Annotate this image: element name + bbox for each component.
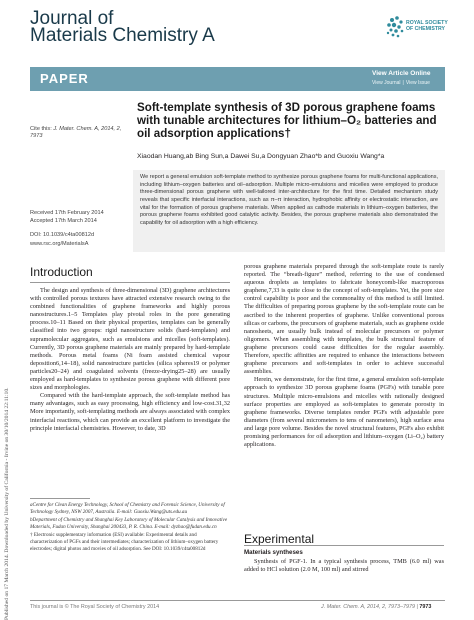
intro-paragraph-2: Compared with the hard-template approach, the soft-template method has many advantages, such as easy processing, high efficiency and low-cost.31,32 More importantly, soft-templating methods are always associated with complex interfacial reactions, which can provide an excellent platform to investigate the principle interfacial chemistries. However, to date, 3D [30,392,230,432]
rsc-logo-text [406,20,448,32]
footer-separator: | [416,604,418,610]
doi-text[interactable]: DOI: 10.1039/c4ta00812d [30,232,95,239]
footer-divider [30,600,445,601]
footnote-divider [30,498,90,499]
intro-paragraph-4: Herein, we demonstrate, for the first time, a general emulsion soft-template approach to synthesize 3D porous graphene foams (PGFs) with tunable pore structures. Multiple micro-emulsions and micelles with rationally designed surface properties are employed as soft-templates to generate porosity in graphene frameworks. Diverse templates render PGFs with adjustable pore diameters (from several micrometers to tens of nanometers), high surface area and large pore volume. Besides the novel structural features, PGFs also exhibit promising performances for oil adsorption and lithium–oxygen (Li–O₂) battery applications. [244,376,444,449]
journal-title-line1: Journal of [30,8,114,29]
view-links [372,80,430,86]
footnote-affiliation-a: aCentre for Clean Energy Technology, School of Chemistry and Forensic Science, University of Technology Sydney, NSW 2007, Australia. E-mail: Guoxiu.Wang@uts.edu.au [30,502,225,515]
author-list: Xiaodan Huang,ab Bing Sun,a Dawei Su,a Dongyuan Zhao*b and Guoxiu Wang*a [137,153,385,160]
article-type-label: PAPER [40,71,89,86]
footer-copyright: This journal is © The Royal Society of Chemistry 2014 [30,604,160,610]
journal-title[interactable] [30,10,215,44]
footnote-affiliation-b: bDepartment of Chemistry and Shanghai Key Laboratory of Molecular Catalysis and Innovative Materials, Fudan University, Shanghai 200433, P. R. China. E-mail: dyzhao@fudan.edu.cn [30,517,228,530]
experimental-paragraph [244,558,444,574]
body-column-left [30,287,230,433]
cite-label: Cite this: [30,126,52,132]
abstract-text: We report a general emulsion soft-template method to synthesize porous graphene foams for multi-functional applications, including lithium–oxygen batteries and oil–adsorption. Multiple micro-emulsions and micelles were employed to produce three-dimensional porous graphene with well-tailored inter-architecture for the first time. Detailed mechanism study reveals that specific interfacial interactions, such as π–π interaction, hydrophobic affinity or electrostatic interaction, are vital for the formation of porous graphene materials. When applied as cathode materials in lithium–oxygen batteries, the porous graphene foams exhibited good catalytic activity. Besides, the porous graphene materials also demonstrated the capability for oil adsorption with a high efficiency. [140,174,438,226]
experimental-heading: Experimental [244,532,315,546]
section-divider [30,282,230,283]
article-title: Soft-template synthesis of 3D porous graphene foams with tunable architectures for lithium–O₂ batteries and oil adsorption applications† [137,101,437,140]
article-history [30,210,130,240]
view-journal-link[interactable]: View Journal [372,80,401,86]
footnotes [30,502,230,554]
logo-text-line2: OF CHEMISTRY [406,26,446,32]
link-separator: | [402,80,404,86]
journal-title-line2: Materials Chemistry A [30,25,215,46]
footnote-esi: † Electronic supplementary information (ESI) available: Experimental details and characterization of PGFs and their intermediates; characterization of lithium–oxygen battery electrodes; digital photos and movies of oil adsorption. See DOI: 10.1039/c4ta00812d [30,532,219,552]
section-divider [244,545,444,546]
intro-paragraph-3: porous graphene materials prepared through the soft-template route is rarely reported. The “breath-figure” method, referring to the use of condensed aqueous droplets as templates to fabricate honeycomb-like macroporous graphene,7,33 is quite close to the concept of soft-templates. Yet, the pore size control capability is poor and the commonality of this method is still limited. The difficulties of preparing porous graphene by the soft-template route can be ascribed to the inherent properties of graphene. Unlike conventional porous silicas or carbons, the precursors of graphene materials, such as graphene oxide nanosheets, are usually bulk instead of molecular precursors or polymer oligomers. When assembling with templates, the bulk structural feature of graphene precursors could cause difficulties for the regular assembly. Therefore, specific affinities are required to enhance the interactions between graphene precursors and soft-templates in order to achieve successful assemblies. [244,263,444,376]
page-number: 7973 [419,604,432,610]
journal-website-link[interactable]: www.rsc.org/MaterialsA [30,241,89,247]
materials-syntheses-heading: Materials syntheses [244,549,303,556]
footer-journal-ref: J. Mater. Chem. A, 2014, 2, 7973–7979 [321,604,415,610]
view-article-online-link[interactable]: View Article Online [372,70,431,77]
received-date: Received 17th February 2014 [30,210,104,216]
logo-text-line1: ROYAL SOCIETY [406,20,448,26]
cite-reference: J. Mater. Chem. A, 2014, 2, 7973 [30,126,122,139]
citation-block [30,126,130,140]
download-stamp: Published on 17 March 2014. Downloaded by University of California - Irvine on 30/10/2014 22:11:10. [4,387,10,620]
view-issue-link[interactable]: View Issue [405,80,430,86]
intro-paragraph-1: The design and synthesis of three-dimensional (3D) graphene architectures with controlled porous textures have attracted extensive research owing to the combined functionalities of graphene frameworks and highly porous nanostructures.1–5 Templates play pivotal roles in the pore generating process.10–11 Based on their physical properties, templates can be generally classified into two groups: rigid nanostructure solids (hard-templates) and supramolecular aggregates, such as emulsions and micelles (soft-templates). Currently, 3D porous graphene materials are mainly prepared by hard-template methods. Porous metal foams (Ni foam assisted chemical vapour deposition6,14–18), solid nanostructure particles (silica spheres19 or polymer particles20–24) and coagulated solvents (freeze-drying25–28) are usually employed as hard-templates to synthesize porous graphene with different pore sizes and morphologies. [30,287,230,392]
footer-citation [321,604,431,610]
synthesis-paragraph: Synthesis of PGF-1. In a typical synthesis process, TMB (6.0 ml) was added to HCl solution (2.0 M, 100 ml) and stirred [244,558,444,574]
body-column-right [244,263,444,449]
introduction-heading: Introduction [30,265,93,279]
accepted-date: Accepted 17th March 2014 [30,217,97,224]
